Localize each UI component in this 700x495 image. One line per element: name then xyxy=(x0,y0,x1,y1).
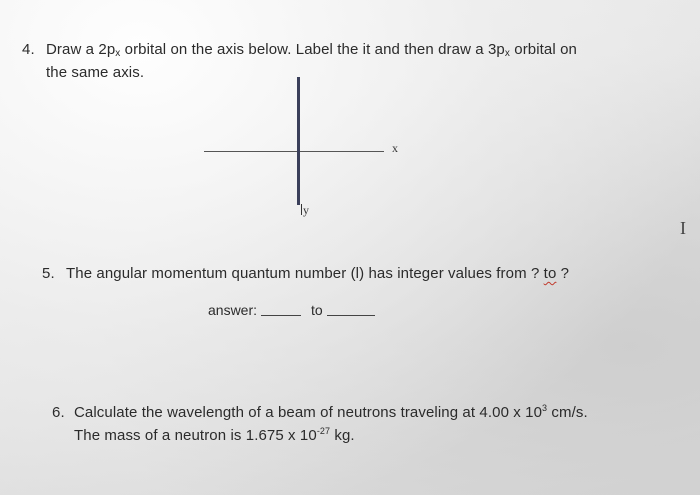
text-cursor-icon: I xyxy=(680,218,686,238)
question-6-line-1-text: Calculate the wavelength of a beam of neutrons traveling at 4.00 x 10 xyxy=(74,404,543,421)
question-6-line-2 xyxy=(52,422,672,445)
question-4-subscript-1: x xyxy=(115,48,121,59)
x-axis-line xyxy=(204,151,384,152)
question-4-text-part-1: Draw a 2p xyxy=(46,41,116,58)
question-4 xyxy=(22,40,662,82)
question-6-line-2-unit: kg. xyxy=(330,427,355,444)
question-5 xyxy=(42,264,662,283)
answer-blank-to[interactable] xyxy=(327,315,375,316)
y-label-tick xyxy=(301,204,302,215)
question-4-text-part-3: orbital on xyxy=(509,41,577,58)
answer-blank-from[interactable] xyxy=(261,315,301,316)
question-4-line-2: the same axis. xyxy=(46,64,145,81)
question-6-superscript-2: -27 xyxy=(316,426,331,436)
question-6-line-1 xyxy=(52,399,672,422)
question-4-subscript-2: x xyxy=(504,48,510,59)
question-5-text-part-1: The angular momentum quantum number (l) has integer values from ? xyxy=(66,265,544,282)
y-axis-line xyxy=(297,77,300,205)
question-4-line-1 xyxy=(22,40,662,63)
question-4-text-part-2: orbital on the axis below. Label the it and then draw a 3p xyxy=(120,41,505,58)
answer-row xyxy=(208,302,375,318)
question-5-number: 5. xyxy=(42,265,55,282)
question-5-flagged-word: to xyxy=(543,265,557,282)
question-6-line-2-text: The mass of a neutron is 1.675 x 10 xyxy=(74,427,317,444)
x-axis-label: x xyxy=(392,141,398,155)
question-6-superscript-1: 3 xyxy=(542,403,548,413)
question-6-line-1-unit: cm/s. xyxy=(547,404,588,421)
answer-label: answer: xyxy=(208,302,258,318)
y-axis-label-group xyxy=(301,203,309,218)
question-6-number: 6. xyxy=(52,404,65,421)
question-4-number: 4. xyxy=(22,41,35,58)
question-5-text-part-2: ? xyxy=(556,265,570,282)
y-axis-label: y xyxy=(303,203,309,217)
question-6 xyxy=(52,399,672,445)
answer-to-label: to xyxy=(311,302,323,318)
